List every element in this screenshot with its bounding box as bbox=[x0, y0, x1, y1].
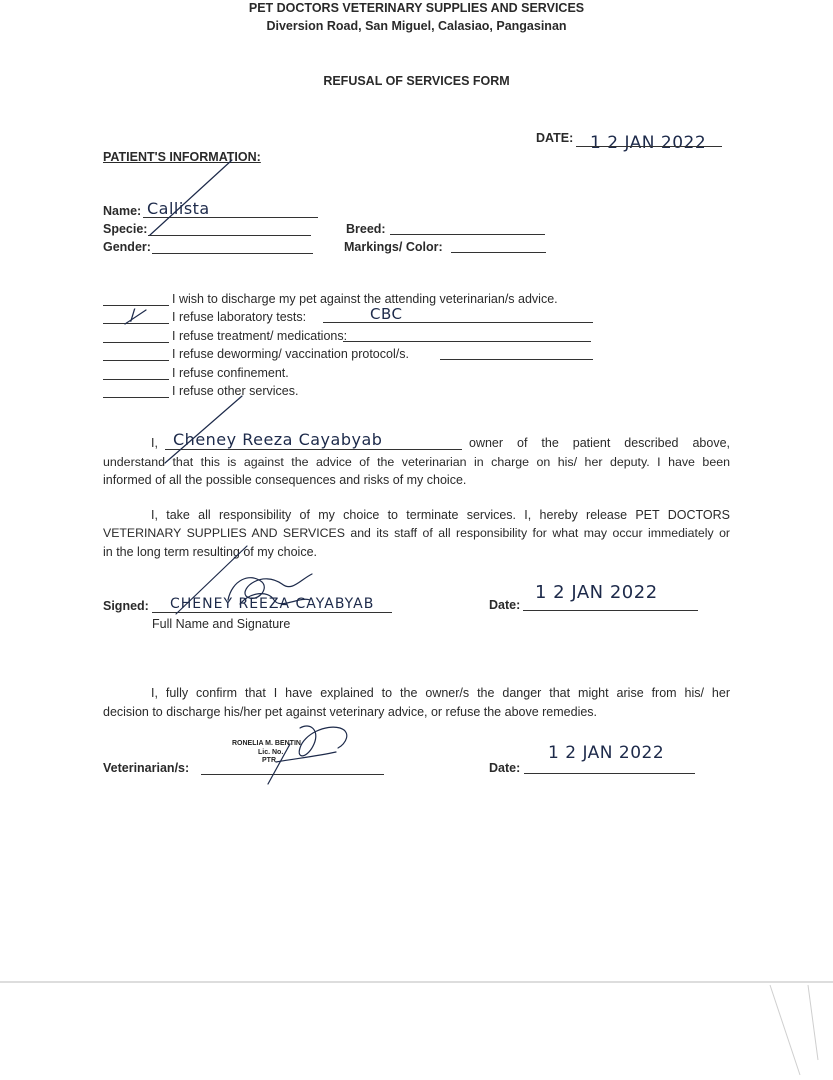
name-label: Name: bbox=[103, 204, 142, 218]
vet-stamp-lic: Lic. No. bbox=[258, 749, 284, 756]
vet-date-label: Date: bbox=[489, 761, 521, 775]
date-label: DATE: bbox=[536, 131, 574, 145]
markings-label: Markings/ Color: bbox=[344, 240, 443, 254]
option-text: I refuse deworming/ vaccination protocol/s. bbox=[172, 347, 409, 361]
vet-date-value: 1 2 JAN 2022 bbox=[548, 743, 665, 763]
veterinarian-label: Veterinarian/s: bbox=[103, 761, 190, 775]
owner-name-handwritten: Cheney Reeza Cayabyab bbox=[173, 430, 383, 449]
para1-line1: owner of the patient described above, bbox=[469, 436, 730, 450]
name-value: Callista bbox=[147, 199, 210, 218]
pen-slash-stroke bbox=[176, 546, 247, 614]
para1-prefix: I, bbox=[151, 436, 158, 450]
option-detail: CBC bbox=[370, 305, 403, 323]
option-text: I wish to discharge my pet against the attending veterinarian/s advice. bbox=[172, 292, 558, 306]
option-text: I refuse confinement. bbox=[172, 366, 289, 380]
signature-caption: Full Name and Signature bbox=[152, 617, 291, 631]
para1-line3: informed of all the possible consequences and risks of my choice. bbox=[103, 473, 467, 487]
option-check-mark: / bbox=[130, 305, 136, 324]
gender-label: Gender: bbox=[103, 240, 151, 254]
form-title: REFUSAL OF SERVICES FORM bbox=[323, 74, 510, 88]
owner-date-label: Date: bbox=[489, 598, 521, 612]
scan-artifact bbox=[808, 985, 818, 1060]
para2-line2: VETERINARY SUPPLIES AND SERVICES and its staff of all responsibility for what may occur immediately or bbox=[103, 526, 730, 540]
pen-slash-stroke bbox=[150, 160, 232, 235]
para2-line3: in the long term resulting of my choice. bbox=[103, 545, 317, 559]
option-text: I refuse other services. bbox=[172, 384, 299, 398]
vet-signature-scribble bbox=[299, 726, 347, 756]
owner-date-value: 1 2 JAN 2022 bbox=[535, 582, 658, 603]
option-text: I refuse treatment/ medications: bbox=[172, 329, 348, 343]
para3-line1: I, fully confirm that I have explained to the owner/s the danger that might arise from his/ her bbox=[151, 686, 730, 700]
owner-signature: CHENEY REEZA CAYABYAB bbox=[170, 596, 375, 612]
option-text: I refuse laboratory tests: bbox=[172, 310, 307, 324]
breed-label: Breed: bbox=[346, 222, 386, 236]
scan-artifact bbox=[770, 985, 800, 1075]
signed-label: Signed: bbox=[103, 599, 149, 613]
species-label: Specie: bbox=[103, 222, 148, 236]
vet-stamp-ptr: PTR bbox=[262, 757, 276, 764]
date-value: 1 2 JAN 2022 bbox=[590, 133, 707, 153]
pen-check-stroke bbox=[125, 310, 146, 324]
para3-line2: decision to discharge his/her pet against veterinary advice, or refuse the above remedies. bbox=[103, 705, 598, 719]
company-name: PET DOCTORS VETERINARY SUPPLIES AND SERVICES bbox=[248, 1, 585, 15]
pen-slash-stroke bbox=[165, 396, 242, 463]
vet-stamp-name: RONELIA M. BENTIN bbox=[232, 740, 301, 747]
para1-line2: understand that this is against the advice of the veterinarian in charge on his/ her deputy. I have been bbox=[103, 455, 730, 469]
vet-signature-scribble bbox=[268, 744, 290, 784]
para2-line1: I, take all responsibility of my choice to terminate services. I, hereby release PET DOCTORS bbox=[151, 508, 730, 522]
company-address: Diversion Road, San Miguel, Calasiao, Pangasinan bbox=[266, 19, 567, 33]
patient-info-heading: PATIENT'S INFORMATION: bbox=[103, 150, 261, 164]
